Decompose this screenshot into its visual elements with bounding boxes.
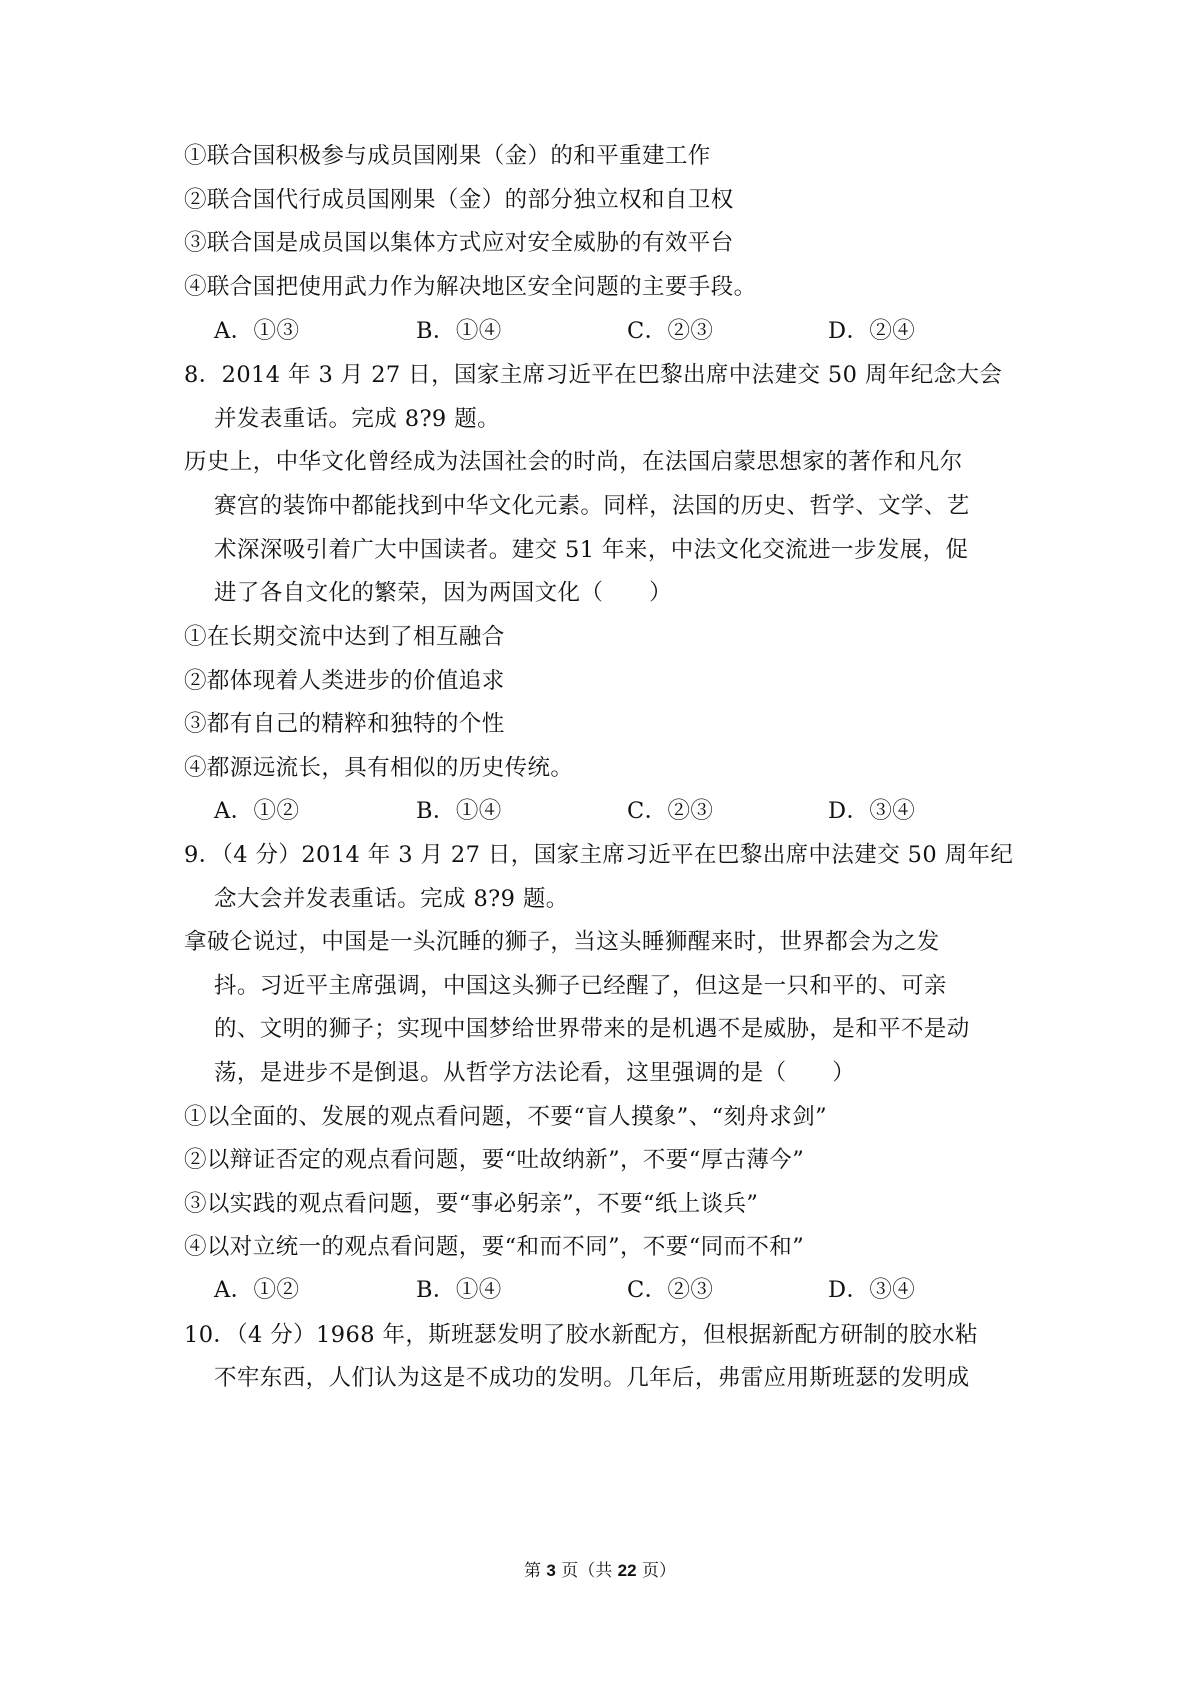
q8-option-c: C．②③ [627,798,714,824]
q8-material-line-2: 赛宫的装饰中都能找到中华文化元素。同样，法国的历史、哲学、文学、艺 [214,493,970,519]
q9-material-line-4: 荡，是进步不是倒退。从哲学方法论看，这里强调的是（ ） [214,1060,856,1086]
q7-option-d: D．②④ [828,318,916,344]
footer-page-number: 3 [546,1561,556,1580]
q7-item-3: ③联合国是成员国以集体方式应对安全威胁的有效平台 [184,230,734,256]
q9-option-b: B．①④ [416,1277,502,1303]
q8-stem-line-2: 并发表重话。完成 8?9 题。 [214,406,500,432]
q8-item-3: ③都有自己的精粹和独特的个性 [184,711,505,737]
q8-option-d: D．③④ [828,798,916,824]
q10-stem-line-2: 不牢东西，人们认为这是不成功的发明。几年后，弗雷应用斯班瑟的发明成 [214,1365,970,1391]
q8-item-4: ④都源远流长，具有相似的历史传统。 [184,755,574,781]
q7-option-a: A．①③ [214,318,300,344]
q9-option-c: C．②③ [627,1277,714,1303]
q9-item-3: ③以实践的观点看问题，要“事必躬亲”，不要“纸上谈兵” [184,1191,759,1217]
q7-item-4: ④联合国把使用武力作为解决地区安全问题的主要手段。 [184,274,757,300]
footer-total-pages: 22 [617,1561,637,1580]
q9-item-1: ①以全面的、发展的观点看问题，不要“盲人摸象”、“刻舟求剑” [184,1104,828,1130]
q9-material-line-3: 的、文明的狮子；实现中国梦给世界带来的是机遇不是威胁，是和平不是动 [214,1016,970,1042]
q8-material-line-3: 术深深吸引着广大中国读者。建交 51 年来，中法文化交流进一步发展，促 [214,537,969,563]
q9-item-2: ②以辩证否定的观点看问题，要“吐故纳新”，不要“厚古薄今” [184,1147,805,1173]
q8-material-line-4: 进了各自文化的繁荣，因为两国文化（ ） [214,580,673,606]
footer-suffix: 页） [642,1561,676,1581]
page-footer [0,1559,1200,1583]
q9-stem-line-1: 9．（4 分）2014 年 3 月 27 日，国家主席习近平在巴黎出席中法建交 50 周年纪 [184,842,1014,868]
q8-item-1: ①在长期交流中达到了相互融合 [184,624,505,650]
q9-option-a: A．①② [214,1277,300,1303]
q9-stem-line-2: 念大会并发表重话。完成 8?9 题。 [214,886,569,912]
q7-option-c: C．②③ [627,318,714,344]
q9-item-4: ④以对立统一的观点看问题，要“和而不同”，不要“同而不和” [184,1234,805,1260]
q8-material-line-1: 历史上，中华文化曾经成为法国社会的时尚，在法国启蒙思想家的著作和凡尔 [184,449,963,475]
q8-option-a: A．①② [214,798,300,824]
q8-stem-line-1: 8．2014 年 3 月 27 日，国家主席习近平在巴黎出席中法建交 50 周年纪念大会 [184,362,1003,388]
q7-item-2: ②联合国代行成员国刚果（金）的部分独立权和自卫权 [184,187,734,213]
q10-stem-line-1: 10．（4 分）1968 年，斯班瑟发明了胶水新配方，但根据新配方研制的胶水粘 [184,1322,978,1348]
q7-item-1: ①联合国积极参与成员国刚果（金）的和平重建工作 [184,143,711,169]
q9-option-d: D．③④ [828,1277,916,1303]
q7-option-b: B．①④ [416,318,502,344]
q8-item-2: ②都体现着人类进步的价值追求 [184,668,505,694]
footer-prefix: 第 [523,1561,541,1581]
q8-option-b: B．①④ [416,798,502,824]
footer-mid: 页（共 [561,1561,613,1581]
q9-material-line-1: 拿破仑说过，中国是一头沉睡的狮子，当这头睡狮醒来时，世界都会为之发 [184,929,940,955]
q9-material-line-2: 抖。习近平主席强调，中国这头狮子已经醒了，但这是一只和平的、可亲 [214,973,947,999]
